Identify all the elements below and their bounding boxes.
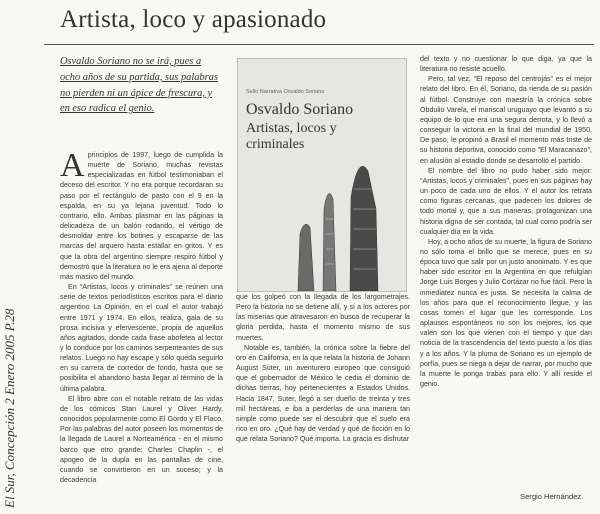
paragraph: Hoy, a ocho años de su muerte, la figura de Soriano no sólo toma el brillo que se merece, pues en su época tuvo que salir por un justo anonimato. Y es que haber sido escritor en la Argentina en que refulgían Jorge Luis Borges y Julio Cortázar no fue fácil. Pero la inmediatez nunca es justa. Se necesita la calma de los años para que el reconocimiento llegue, y las cosas tomen el lugar que les corresponde. Los aplausos espontáneos no son los mejores, los que valen son los que vienen con el tiempo y que dan noticia de la trascendencia del texto puesto a los días y a los años. Y la pluma de Soriano es un ejemplo de porfía, pues se niega a dejar de narrar, por mucho que la muerte le ponga trabas para ello. Y allí reside el genio. [420,237,592,388]
paragraph: del texto y no cuestionar lo que diga, ya que la literatura no resiste acuello. [420,55,592,74]
handwritten-note: El Sur, Concepción 2 Enero 2005 P.28 [2,308,17,508]
paragraph: Pero, tal vez, "El reposo del centrojás" es el mejor relato del libro. En él, Soriano, da rienda de su pasión al fútbol. Construye con maestría la crónica sobre Obdulio Varela, el mariscal uruguayo que levantó a su equipo de lo que era una segura derrota, y lo llevó a conseguir la victoria en la final del mundial de 1950. De paso, le propinó a Brasil el momento más triste de su historia deportiva, conocido como "El Maracanazo", en alusión al estadio donde se desarrolló el partido. [420,75,592,165]
lead-paragraph: Osvaldo Soriano no se irá, pues a ocho años de su partida, sus palabras no pierden ni un ápice de frescura, y en eso radica el genio. [60,56,218,115]
book-cover-author: Osvaldo Soriano [246,101,354,118]
book-cover-image [237,58,407,292]
article-column-3 [420,54,592,454]
paragraph: que los golpeó con la llegada de los largometrajes. Pero la historia no se detiene allí, y sí a los actores por las miserias que atravesaron en busca de recuperar la gloria perdida, hasta el momento mismo de sus muertes. [236,293,410,342]
article-column-2 [236,292,410,514]
headline: Artista, loco y apasionado [60,6,327,33]
paragraph: En "Artistas, locos y criminales" se reúnen una serie de textos periodísticos escritos para el diario argentino La Opinión, en el cual el autor trabajó entre 1971 y 1974. En ellos, realiza, gala de su prosa incisiva y efervescente, propia de aquellos años agitados, donde cada frase abofetea al lector y lo conduce por los caminos serpenteantes de sus relatos. Luego no hay escape y sólo queda seguirlo en su carrera de corredor de fondo, hasta que se posibilita el abandono hasta llegar al término de la última palabra. [60,283,223,393]
paragraph [60,150,223,282]
author-signature: Sergio Hernández. [520,492,584,501]
headline-rule [44,44,594,45]
drop-cap: A [60,150,85,184]
paragraph: El libro abre con el notable retrato de las vidas de los cómicos Stan Laurel y Oliver Hardy, conocidos popularmente como El Gordo y El Flaco. Por las palabras del autor poseen los momentos de la llegada de Laurel a Norteamérica - en el mismo barco que otro grande: Charles Chaplin -, el apogeo de la dupla en las pantallas de cine, cuando se convirtieron en un suceso; y la decadencia [60,394,223,484]
paragraph: Notable es, también, la crónica sobre la fiebre del oro en California, en la que relata la historia de Johann August Suter, un aventurero europeo que consiguió que el gobernador de México le cedia el dominio de dichas tierras, hoy pertenecientes a Estados Unidos. Hacia 1847, Suter, llegó a ser dueño de treinta y tres mil hectáreas, e iba a perderlas de una manera tan simple como puede ser el descubrir que el suelo era rico en oro. ¿Qué hay de verdad y qué de ficción en lo que relata Soriano? Qué importa. La gracia es disfrutar [236,343,410,444]
paragraph: El nombre del libro no pudo haber sido mejor: "Artistas, locos y criminales", pues en sus páginas hay un poco de cada uno de ellos. Y el autor los retrata como figuras cercanas, que padecen los dolores de todo mortal y, que a sus maneras, protagonizan una historia digna de ser contada, tal cual como podría ser cualquier día en la vida. [420,166,592,236]
paragraph-text: principios de 1997, luego de cumplida la muerte de Soriano, muchas revistas especializadas en fútbol testimoniaban el deceso del escritor. Y no era porque recordaran su paso por el rectángulo de pasto con el 9 en la espalda, en su ya lejana juventud. Todo lo contrario, ello. Ambas plasmar en las páginas la delicadeza de un balón rodando, el vértigo de desmoldar entre los botines y escaparse de las marcas del arquero hasta estallar en gritos. Y es que la obra del argentino siempre respiró fútbol y demostró que la literatura no le era ajena al deporte más masivo del mundo. [60,151,223,281]
skyscraper-illustration [238,59,406,291]
book-cover-small-author: Sello Narrativa Osvaldo Soriano [246,89,325,95]
article-column-1 [60,150,223,512]
book-cover-title: Artistas, locos y criminales [246,121,337,152]
